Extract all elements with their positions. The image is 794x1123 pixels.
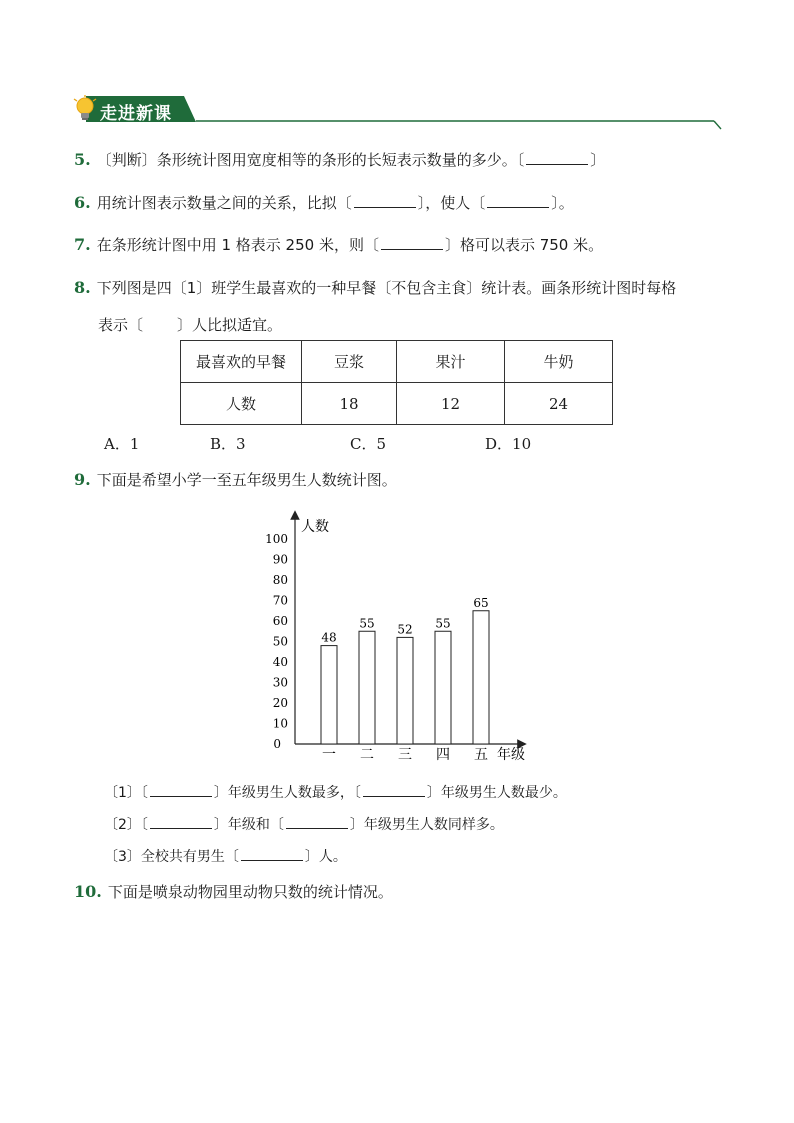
answer-blank[interactable] [150,814,212,829]
y-tick-label: 10 [272,716,288,731]
bar-data-label: 55 [359,616,375,631]
question-8-line2 [98,315,282,335]
answer-blank[interactable] [487,193,549,208]
y-tick-label: 100 [265,532,288,546]
question-text: 〕，使人〔 [417,194,486,212]
x-tick-label: 一 [322,747,336,763]
question-number: 8. [74,278,91,297]
y-tick-label: 80 [272,573,288,587]
question-number: 6. [74,193,91,212]
question-text: 〔2〕〔 [104,817,148,833]
question-text: 〕年级男生人数同样多。 [349,817,504,833]
question-6 [74,193,574,213]
question-10 [74,882,393,902]
answer-blank[interactable] [150,782,212,797]
question-number: 5. [74,150,91,169]
question-text: 〕格可以表示 750 米。 [444,236,604,254]
question-text: 〕人。 [304,849,347,865]
y-tick-label: 40 [272,655,288,669]
paren-close: 〕 [590,151,606,169]
table-row-label: 人数 [181,383,302,425]
question-number: 10. [74,882,102,901]
question-text: 〕。 [551,194,574,212]
breakfast-table [180,340,613,425]
question-text: 〕人比拟适宜。 [177,316,283,334]
question-text: 下面是希望小学一至五年级男生人数统计图。 [96,471,397,489]
y-axis-label: 人数 [301,519,329,535]
question-text: 下列图是四〔1〕班学生最喜欢的一种早餐〔不包含主食〕统计表。画条形统计图时每格 [96,279,677,297]
question-text: 用统计图表示数量之间的关系，比拟〔 [96,194,352,212]
section-title: 走进新课 [100,104,172,124]
y-tick-label: 60 [272,614,288,628]
answer-blank[interactable] [354,193,416,208]
question-8 [74,278,676,298]
answer-blank[interactable] [241,846,303,861]
bar [473,611,489,744]
question-text: 〕年级和〔 [213,817,284,833]
answer-blank[interactable] [145,316,175,330]
bar [435,631,451,744]
bar [321,646,337,744]
bar-data-label: 65 [473,595,489,610]
x-tick-label: 五 [474,747,488,763]
question-5 [74,150,605,170]
header-rule [0,0,794,140]
y-tick-label: 0 [273,737,281,751]
option-a[interactable]: A．1 [104,435,140,453]
question-text: 在条形统计图中用 1 格表示 250 米，则〔 [96,236,379,254]
bar-data-label: 48 [321,630,337,645]
table-cell: 24 [505,383,613,425]
bar-chart [250,505,550,770]
y-tick-label: 30 [272,675,288,690]
y-tick-label: 50 [272,634,288,649]
question-number: 9. [74,470,91,489]
question-text: 下面是喷泉动物园里动物只数的统计情况。 [107,883,393,901]
question-text: 〔3〕全校共有男生〔 [104,849,239,865]
question-7 [74,235,603,255]
bar-data-label: 52 [397,622,413,637]
option-c[interactable]: C．5 [350,435,387,453]
question-tag: 〔判断〕 [96,151,157,169]
table-header-cell: 果汁 [397,341,505,383]
table-header-cell: 豆浆 [302,341,397,383]
answer-blank[interactable] [526,150,588,165]
x-axis-label: 年级 [497,747,525,763]
option-b[interactable]: B．3 [210,435,246,453]
question-text: 〕年级男生人数最少。 [426,785,567,801]
table-header-cell: 最喜欢的早餐 [181,341,302,383]
table-cell: 18 [302,383,397,425]
table-row [181,383,613,425]
question-9 [74,470,397,490]
table-header-cell: 牛奶 [505,341,613,383]
x-tick-label: 三 [398,747,412,763]
option-d[interactable]: D．10 [485,435,532,453]
table-row [181,341,613,383]
question-9-sub-2 [104,814,504,834]
question-text: 〕年级男生人数最多，〔 [213,785,361,801]
paren-open: 〔 [516,151,525,169]
question-text: 表示〔 [98,316,144,334]
y-tick-label: 90 [272,552,288,567]
question-text: 〔1〕〔 [104,785,148,801]
bar [397,637,413,744]
question-number: 7. [74,235,91,254]
table-cell: 12 [397,383,505,425]
x-tick-label: 四 [436,747,450,763]
answer-blank[interactable] [381,235,443,250]
question-9-sub-1 [104,782,567,802]
answer-blank[interactable] [363,782,425,797]
question-9-sub-3 [104,846,347,866]
y-tick-label: 70 [272,593,288,608]
bar [359,631,375,744]
y-tick-label: 20 [272,696,288,710]
bar-data-label: 55 [435,616,451,631]
answer-blank[interactable] [286,814,348,829]
x-tick-label: 二 [360,747,374,763]
question-text: 条形统计图用宽度相等的条形的长短表示数量的多少。 [156,151,517,169]
